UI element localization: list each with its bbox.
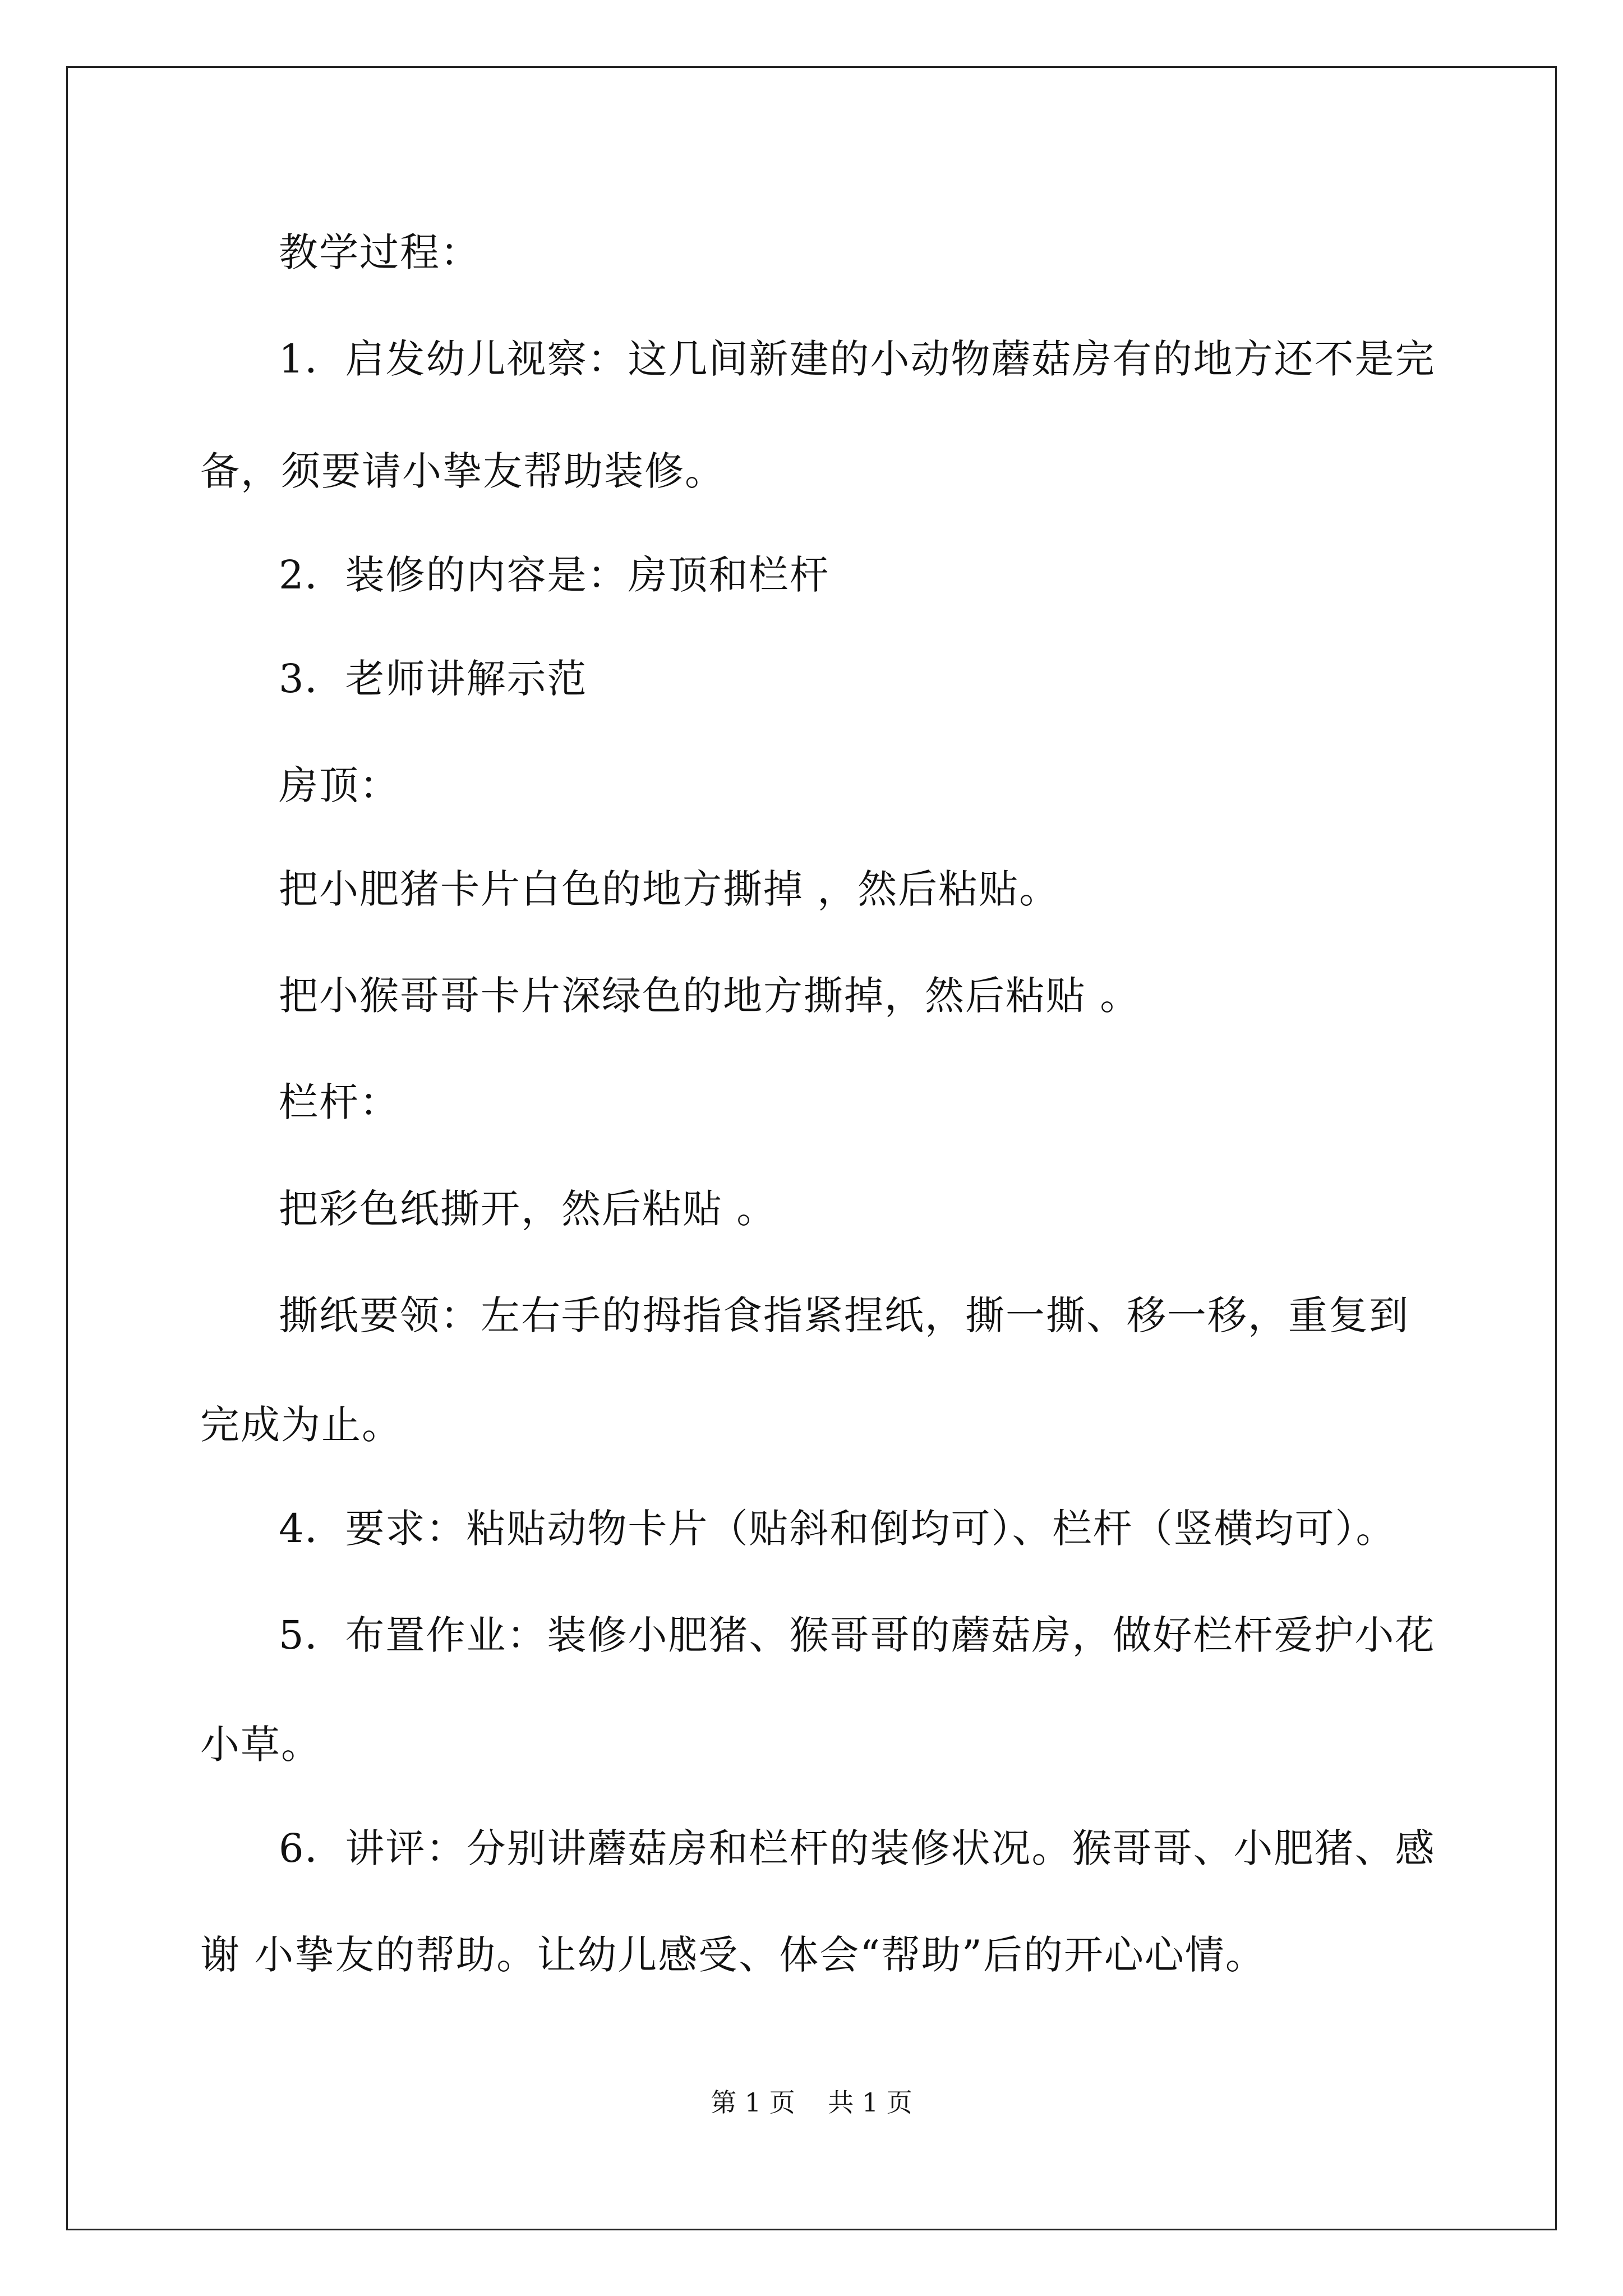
paragraph-line: 备，须要请小挚友帮助装修。 [200,448,725,494]
paragraph-line: 2．装修的内容是：房顶和栏杆 [279,552,830,598]
paragraph-line: 撕纸要领：左右手的拇指食指紧捏纸，撕一撕、移一移，重复到 [279,1292,1409,1338]
paragraph-line: 完成为止。 [200,1402,402,1448]
subheading-railing: 栏杆： [279,1079,400,1125]
page-footer: 第 1 页 共 1 页 [711,2087,912,2118]
page-border [66,66,1557,2230]
paragraph-line: 4．要求：粘贴动物卡片（贴斜和倒均可）、栏杆（竖横均可）。 [279,1506,1396,1552]
heading-teaching-process: 教学过程： [279,229,481,275]
paragraph-line: 把小猴哥哥卡片深绿色的地方撕掉，然后粘贴 。 [279,973,1141,1019]
paragraph-line: 5．布置作业：装修小肥猪、猴哥哥的蘑菇房，做好栏杆爱护小花 [279,1612,1436,1658]
paragraph-line: 1．启发幼儿视察：这几间新建的小动物蘑菇房有的地方还不是完 [279,336,1436,382]
paragraph-line: 把彩色纸撕开，然后粘贴 。 [279,1186,777,1232]
paragraph-line: 谢 小挚友的帮助。让幼儿感受、体会“帮助”后的开心心情。 [200,1932,1266,1978]
paragraph-line: 6．讲评：分别讲蘑菇房和栏杆的装修状况。猴哥哥、小肥猪、感 [279,1825,1436,1871]
paragraph-line: 3．老师讲解示范 [279,656,588,702]
subheading-roof: 房顶： [279,762,400,808]
paragraph-line: 把小肥猪卡片白色的地方撕掉 ，然后粘贴。 [279,866,1060,912]
paragraph-line: 小草。 [200,1722,321,1768]
